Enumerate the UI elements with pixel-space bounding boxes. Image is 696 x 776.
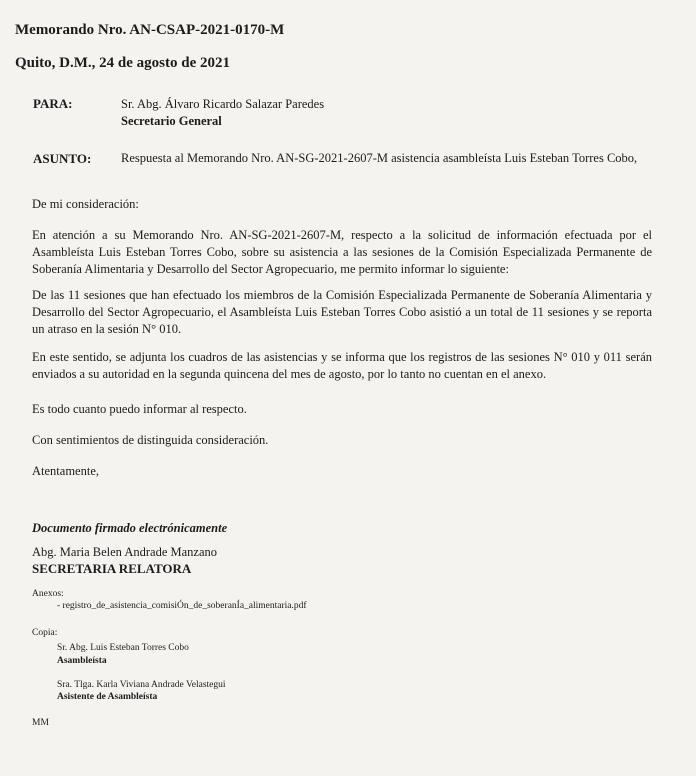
- asunto-label: ASUNTO:: [33, 151, 92, 166]
- attachment-link[interactable]: - registro_de_asistencia_comisiÓn_de_soberanÍa_alimentaria.pdf: [57, 601, 307, 611]
- copy-recipient-role: Asistente de Asambleísta: [57, 692, 158, 702]
- copy-recipient-role: Asambleísta: [57, 656, 107, 666]
- copy-recipient-name: Sr. Abg. Luis Esteban Torres Cobo: [57, 643, 189, 653]
- place-date: Quito, D.M., 24 de agosto de 2021: [15, 55, 230, 71]
- copia-label: Copia:: [32, 628, 58, 638]
- paragraph-3: En este sentido, se adjunta los cuadros de las asistencias y se informa que los registros de las sesiones N° 010 y 011 serán enviados a su autoridad en la segunda quincena del mes de agosto, por lo tanto no cuentan en el anexo.: [32, 350, 652, 381]
- signature-note: Documento firmado electrónicamente: [32, 521, 228, 535]
- recipient-title: Secretario General: [121, 114, 222, 128]
- signer-role: SECRETARIA RELATORA: [32, 561, 192, 576]
- paragraph-5: Con sentimientos de distinguida consideración.: [32, 433, 269, 447]
- closing: Atentamente,: [32, 464, 99, 478]
- para-label: PARA:: [33, 96, 73, 111]
- paragraph-1: En atención a su Memorando Nro. AN-SG-2021-2607-M, respecto a la solicitud de información efectuada por el Asambleísta Luis Esteban Torres Cobo, sobre su asistencia a las sesiones de la Comisión Especializada Permanente de Soberanía Alimentaria y Desarrollo del Sector Agropecuario, me permito informar lo siguiente:: [32, 228, 652, 276]
- paragraph-4: Es todo cuanto puedo informar al respecto.: [32, 402, 247, 416]
- signer-name: Abg. Maria Belen Andrade Manzano: [32, 545, 218, 559]
- author-initials: MM: [32, 718, 49, 728]
- memo-number: Memorando Nro. AN-CSAP-2021-0170-M: [15, 22, 285, 38]
- greeting: De mi consideración:: [32, 197, 139, 211]
- anexos-label: Anexos:: [32, 589, 64, 599]
- asunto-text: Respuesta al Memorando Nro. AN-SG-2021-2607-M asistencia asambleísta Luis Esteban Torres Cobo,: [121, 151, 638, 165]
- paragraph-2: De las 11 sesiones que han efectuado los miembros de la Comisión Especializada Permanente de Soberanía Alimentaria y Desarrollo del Sector Agropecuario, el Asambleísta Luis Esteban Torres Cobo asistió a un total de 11 sesiones y se reporta un atraso en la sesión N° 010.: [32, 288, 652, 336]
- copy-recipient-name: Sra. Tlga. Karla Viviana Andrade Velastegui: [57, 680, 226, 690]
- recipient-name: Sr. Abg. Álvaro Ricardo Salazar Paredes: [121, 97, 325, 111]
